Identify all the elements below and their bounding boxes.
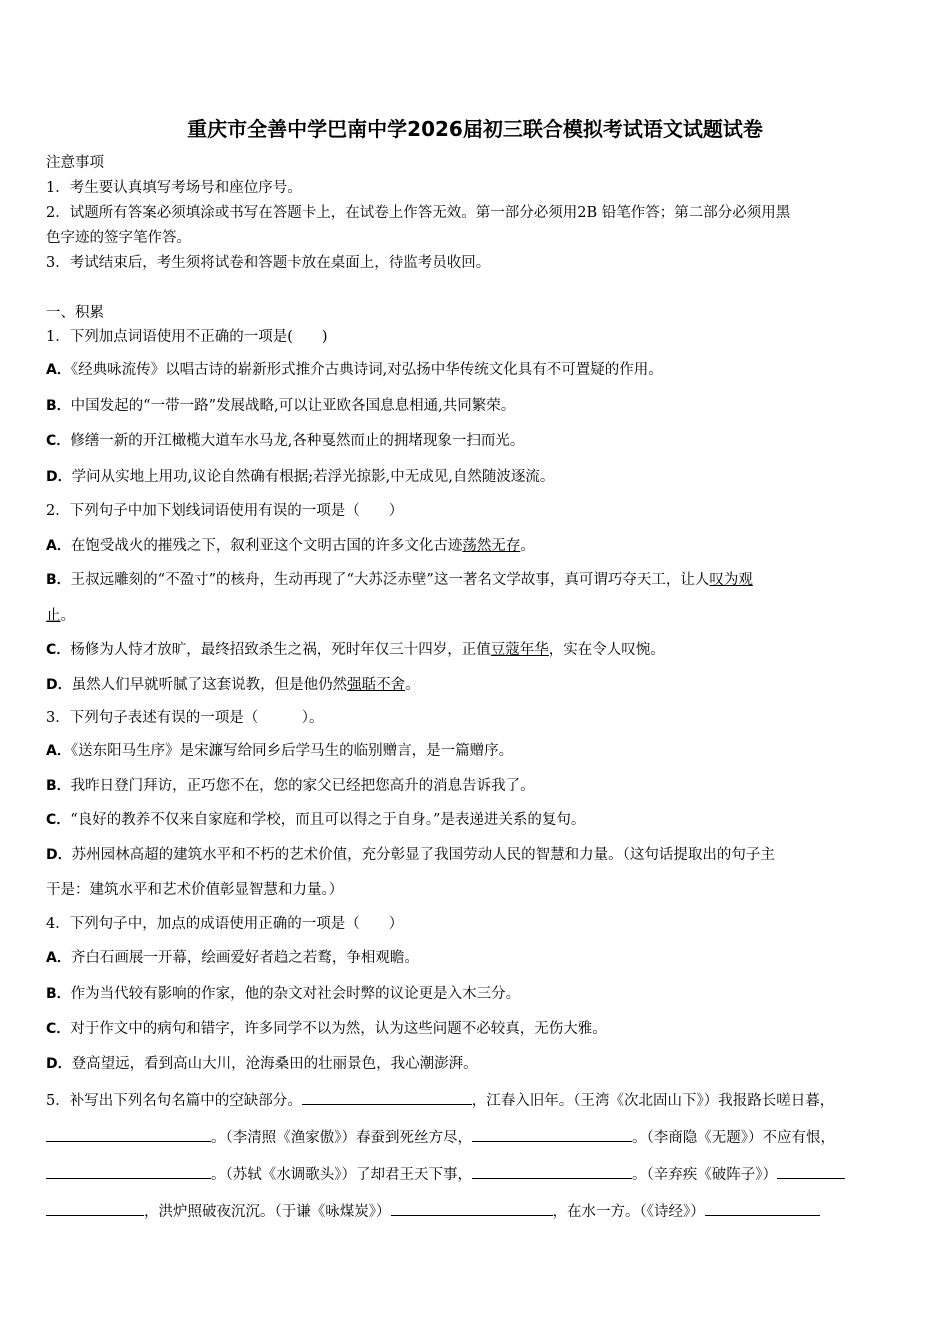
option-text: 修缮一新的开江橄榄大道车水马龙,各种戛然而止的拥堵现象一扫而光。 bbox=[70, 433, 525, 449]
option-a bbox=[46, 741, 513, 761]
option-label: D． bbox=[46, 847, 72, 863]
page-title: 重庆市全善中学巴南中学2026届初三联合模拟考试语文试题试卷 bbox=[187, 117, 763, 141]
option-text: 在饱受战火的摧残之下，叙利亚这个文明古国的许多文化古迹 bbox=[70, 538, 463, 554]
option-label: A． bbox=[46, 362, 71, 378]
question-stem: 2．下列句子中加下划线词语使用有误的一项是（ ） bbox=[46, 503, 404, 519]
option-b bbox=[46, 984, 520, 1004]
answer-blank[interactable] bbox=[46, 1127, 211, 1142]
option-text: 我昨日登门拜访，正巧您不在，您的家父已经把您高升的消息告诉我了。 bbox=[70, 778, 535, 794]
option-d bbox=[46, 675, 420, 695]
answer-blank[interactable] bbox=[472, 1164, 632, 1179]
underlined-phrase: 豆蔻年华 bbox=[490, 642, 549, 658]
option-d-continued: 干是：建筑水平和艺术价值彰显智慧和力量。） bbox=[46, 882, 344, 898]
option-label: D． bbox=[46, 469, 72, 485]
question-text: 5．补写出下列名句名篇中的空缺部分。 bbox=[46, 1093, 302, 1109]
question-stem bbox=[46, 1090, 834, 1111]
underlined-phrase: 止 bbox=[46, 608, 61, 624]
option-text: 登高望远，看到高山大川，沧海桑田的壮丽景色，我心潮澎湃。 bbox=[71, 1056, 478, 1072]
option-b bbox=[46, 396, 515, 416]
answer-blank[interactable] bbox=[302, 1090, 472, 1105]
question-stem: 4．下列句子中，加点的成语使用正确的一项是（ ） bbox=[46, 916, 404, 932]
option-a bbox=[46, 948, 419, 968]
option-text: 对于作文中的病句和错字，许多同学不以为然，认为这些问题不必较真，无伤大雅。 bbox=[70, 1021, 607, 1037]
option-label: C． bbox=[46, 433, 71, 449]
question-line bbox=[46, 1127, 835, 1148]
question-line bbox=[46, 1164, 845, 1185]
option-c bbox=[46, 431, 524, 451]
option-d bbox=[46, 467, 554, 487]
answer-blank[interactable] bbox=[705, 1201, 820, 1216]
option-label: B． bbox=[46, 572, 71, 588]
question-text: 。（李商隐《无题》）不应有恨， bbox=[632, 1130, 835, 1146]
notice-item: 2．试题所有答案必须填涂或书写在答题卡上，在试卷上作答无效。第一部分必须用2B 铅笔作答；第二部分必须用黑 bbox=[46, 205, 791, 221]
option-text: 学问从实地上用功,议论自然确有根据;若浮光掠影,中无成见,自然随波逐流。 bbox=[71, 469, 555, 485]
option-text: 杨修为人恃才放旷，最终招致杀生之祸，死时年仅三十四岁，正值 bbox=[70, 642, 491, 658]
option-c bbox=[46, 1019, 607, 1039]
section-heading: 一、积累 bbox=[46, 305, 104, 321]
notice-heading: 注意事项 bbox=[46, 155, 104, 171]
option-text: 齐白石画展一开幕，绘画爱好者趋之若鹜，争相观瞻。 bbox=[70, 950, 419, 966]
option-label: C． bbox=[46, 812, 71, 828]
option-text: 中国发起的“一带一路”发展战略,可以让亚欧各国息息相通,共同繁荣。 bbox=[70, 398, 516, 414]
question-text: 。（苏轼《水调歌头》）了却君王天下事， bbox=[211, 1167, 472, 1183]
option-label: C． bbox=[46, 1021, 71, 1037]
question-text: 。（李清照《渔家傲》）春蚕到死丝方尽， bbox=[211, 1130, 472, 1146]
option-text: 。 bbox=[405, 677, 420, 693]
notice-item: 1．考生要认真填写考场号和座位序号。 bbox=[46, 180, 302, 196]
option-label: A． bbox=[46, 538, 71, 554]
option-text: 。 bbox=[60, 608, 75, 624]
option-d bbox=[46, 845, 775, 865]
option-b-continued bbox=[46, 606, 75, 626]
question-stem: 3．下列句子表述有误的一项是（ ）。 bbox=[46, 710, 324, 726]
question-text: 。（辛弃疾《破阵子》） bbox=[632, 1167, 777, 1183]
option-label: B． bbox=[46, 778, 71, 794]
option-text: “良好的教养不仅来自家庭和学校，而且可以得之于自身。”是表递进关系的复句。 bbox=[70, 812, 586, 828]
option-label: B． bbox=[46, 986, 71, 1002]
answer-blank[interactable] bbox=[46, 1164, 211, 1179]
option-label: D． bbox=[46, 677, 72, 693]
option-text: 苏州园林高超的建筑水平和不朽的艺术价值，充分彰显了我国劳动人民的智慧和力量。（这句话提取出的句子主 bbox=[71, 847, 775, 863]
option-c bbox=[46, 810, 585, 830]
underlined-phrase: 荡然无存 bbox=[462, 538, 521, 554]
option-label: A． bbox=[46, 950, 71, 966]
underlined-phrase: 叹为观 bbox=[709, 572, 753, 588]
answer-blank[interactable] bbox=[391, 1201, 553, 1216]
question-text: ，在水一方。（《诗经》） bbox=[552, 1204, 705, 1220]
option-text: 虽然人们早就听腻了这套说教，但是他仍然 bbox=[71, 677, 348, 693]
option-d bbox=[46, 1054, 478, 1074]
option-text: 《送东阳马生序》是宋濂写给同乡后学马生的临别赠言，是一篇赠序。 bbox=[70, 743, 514, 759]
option-label: C． bbox=[46, 642, 71, 658]
option-a bbox=[46, 536, 535, 556]
option-a bbox=[46, 360, 663, 380]
question-line bbox=[46, 1201, 820, 1222]
question-text: ，江春入旧年。（王湾《次北固山下》）我报路长嗟日暮， bbox=[471, 1093, 835, 1109]
question-stem: 1．下列加点词语使用不正确的一项是( ) bbox=[46, 329, 328, 345]
option-label: B． bbox=[46, 398, 71, 414]
option-label: A． bbox=[46, 743, 71, 759]
option-b bbox=[46, 776, 535, 796]
option-text: 作为当代较有影响的作家，他的杂文对社会时弊的议论更是入木三分。 bbox=[70, 986, 521, 1002]
notice-item: 3．考试结束后，考生须将试卷和答题卡放在桌面上，待监考员收回。 bbox=[46, 255, 491, 271]
notice-item: 色字迹的签字笔作答。 bbox=[46, 230, 191, 246]
option-text: 《经典咏流传》以唱古诗的崭新形式推介古典诗词,对弘扬中华传统文化具有不可置疑的作用。 bbox=[70, 362, 663, 378]
option-text: 王叔远雕刻的“不盈寸”的核舟，生动再现了“大苏泛赤壁”这一著名文学故事，真可谓巧夺天工，让人 bbox=[70, 572, 710, 588]
answer-blank[interactable] bbox=[777, 1164, 845, 1179]
answer-blank[interactable] bbox=[46, 1201, 144, 1216]
answer-blank[interactable] bbox=[472, 1127, 632, 1142]
option-b bbox=[46, 570, 753, 590]
question-text: ，洪炉照破夜沉沉。（于谦《咏煤炭》） bbox=[144, 1204, 391, 1220]
option-c bbox=[46, 640, 665, 660]
option-text: ，实在令人叹惋。 bbox=[548, 642, 665, 658]
option-label: D． bbox=[46, 1056, 72, 1072]
underlined-phrase: 强聒不舍 bbox=[347, 677, 406, 693]
option-text: 。 bbox=[520, 538, 535, 554]
